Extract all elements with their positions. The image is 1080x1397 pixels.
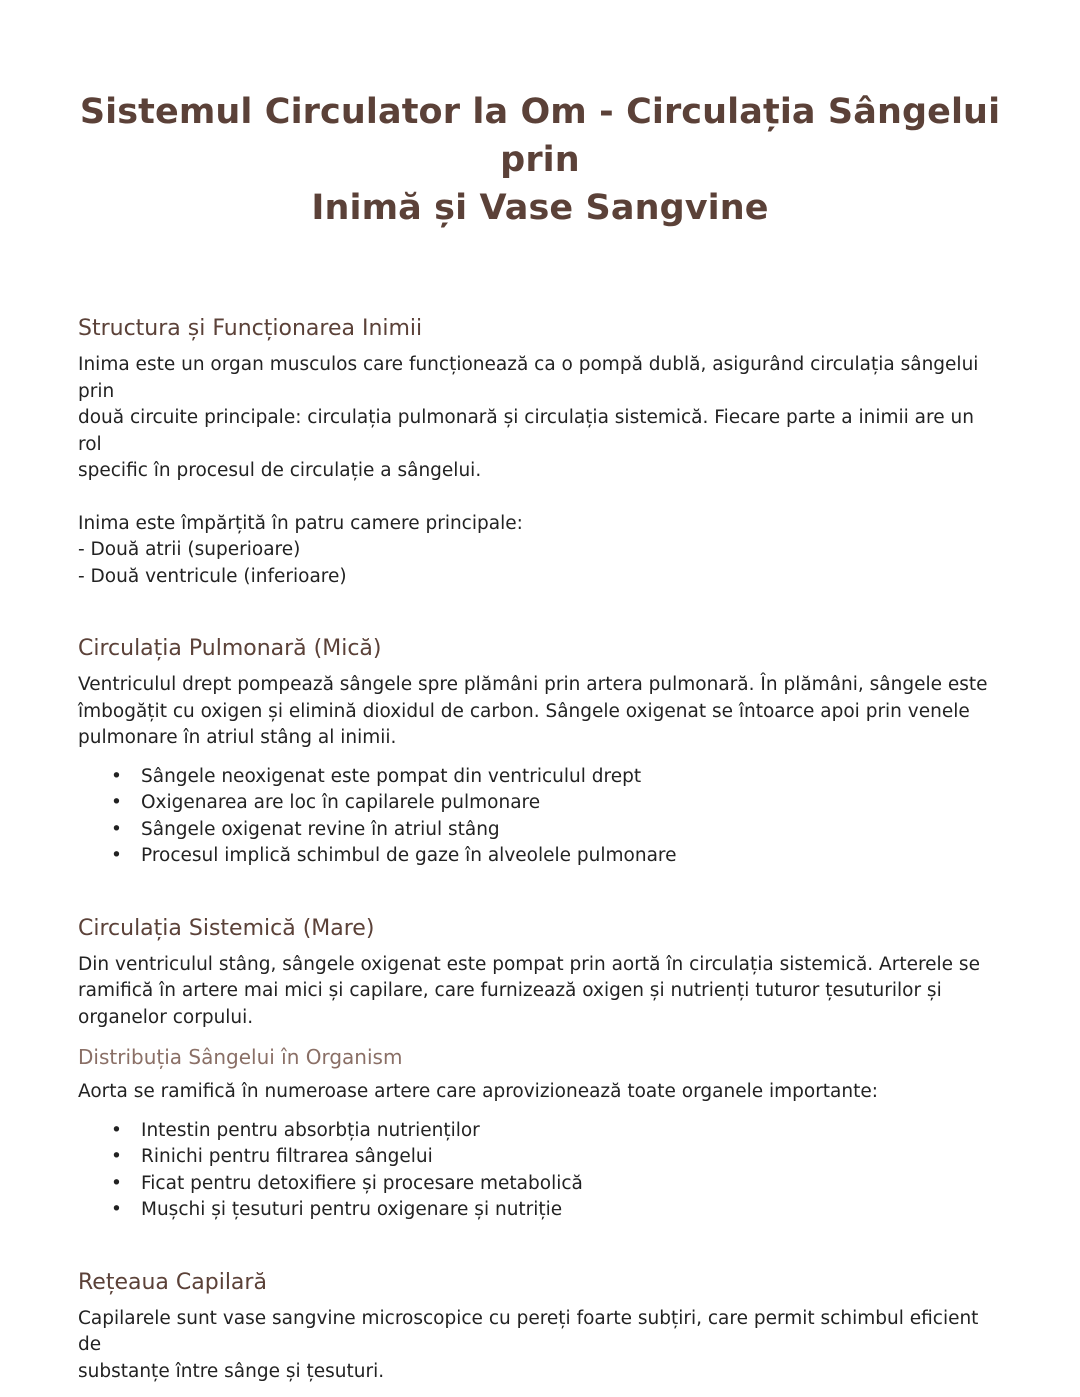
page-title-line-1: Sistemul Circulator la Om - Circulația Sângelui prin xyxy=(79,92,1001,180)
list-item xyxy=(78,817,1002,844)
paragraph-line: ramifică în artere mai mici și capilare, care furnizează oxigen și nutrienți tuturor țesuturilor și xyxy=(78,980,942,1001)
bullet-icon: • xyxy=(111,1146,122,1167)
list-item-text: Sângele neoxigenat este pompat din ventriculul drept xyxy=(141,765,642,787)
bullet-icon: • xyxy=(111,1199,122,1220)
paragraph-line: - Două ventricule (inferioare) xyxy=(78,565,347,587)
section-heart-structure xyxy=(78,314,1002,590)
list-item xyxy=(78,1197,1002,1224)
list-item xyxy=(78,1118,1002,1145)
subsection-heading: Distribuția Sângelui în Organism xyxy=(78,1045,403,1069)
bullet-icon: • xyxy=(111,818,122,840)
list-item-text: Mușchi și țesuturi pentru oxigenare și nutriție xyxy=(141,1199,563,1220)
chambers-paragraph xyxy=(78,511,1002,591)
document-page xyxy=(78,0,1002,1385)
list-item-text: Sângele oxigenat revine în atriul stâng xyxy=(141,818,500,840)
section-paragraph xyxy=(78,352,1002,485)
page-title xyxy=(78,88,1002,232)
paragraph-line: Inima este un organ musculos care funcționează ca o pompă dublă, asigurând circulația sângelui prin xyxy=(78,354,979,402)
section-heading: Structura și Funcționarea Inimii xyxy=(78,316,423,341)
section-paragraph xyxy=(78,672,1002,752)
paragraph-line: Ventriculul drept pompează sângele spre plămâni prin artera pulmonară. În plămâni, sângele este xyxy=(78,674,988,695)
section-heading: Circulația Pulmonară (Mică) xyxy=(78,636,382,661)
section-paragraph xyxy=(78,1306,1002,1386)
section-heading: Rețeaua Capilară xyxy=(78,1269,267,1295)
bullet-icon: • xyxy=(111,1172,122,1194)
bullet-list xyxy=(78,1118,1002,1224)
paragraph-line: două circuite principale: circulația pulmonară și circulația sistemică. Fiecare parte a inimii are un rol xyxy=(78,407,974,455)
list-item xyxy=(78,764,1002,791)
list-item-text: Ficat pentru detoxifiere și procesare metabolică xyxy=(141,1172,583,1194)
list-item-text: Rinichi pentru filtrarea sângelui xyxy=(141,1146,433,1167)
paragraph-line: Inima este împărțită în patru camere principale: xyxy=(78,512,523,534)
bullet-icon: • xyxy=(111,792,122,813)
paragraph-line: organelor corpului. xyxy=(78,1006,254,1028)
section-paragraph xyxy=(78,952,1002,1032)
list-item xyxy=(78,843,1002,870)
bullet-icon: • xyxy=(111,845,122,866)
paragraph-line: îmbogățit cu oxigen și elimină dioxidul de carbon. Sângele oxigenat se întoarce apoi prin venele xyxy=(78,700,970,722)
bullet-list xyxy=(78,764,1002,870)
section-capillary-network xyxy=(78,1268,1002,1386)
paragraph-line: Capilarele sunt vase sangvine microscopice cu pereți foarte subțiri, care permit schimbul eficient de xyxy=(78,1307,979,1355)
section-pulmonary-circulation xyxy=(78,634,1002,870)
paragraph-line: Din ventriculul stâng, sângele oxigenat este pompat prin aortă în circulația sistemică. Arterele se xyxy=(78,953,980,975)
paragraph-line: - Două atrii (superioare) xyxy=(78,539,301,560)
bullet-icon: • xyxy=(111,1119,122,1141)
paragraph-line: specific în procesul de circulație a sângelui. xyxy=(78,460,482,481)
list-item xyxy=(78,1144,1002,1171)
bullet-icon: • xyxy=(111,765,122,787)
list-item-text: Oxigenarea are loc în capilarele pulmonare xyxy=(141,792,541,813)
page-title-line-2: Inimă și Vase Sangvine xyxy=(311,188,769,228)
list-item xyxy=(78,790,1002,817)
list-item-text: Intestin pentru absorbția nutrienților xyxy=(141,1119,480,1141)
paragraph-line: pulmonare în atriul stâng al inimii. xyxy=(78,727,397,748)
section-systemic-circulation xyxy=(78,914,1002,1224)
subsection-paragraph: Aorta se ramifică în numeroase artere care aprovizionează toate organele importante: xyxy=(78,1081,878,1102)
paragraph-line: substanțe între sânge și țesuturi. xyxy=(78,1360,385,1382)
list-item-text: Procesul implică schimbul de gaze în alveolele pulmonare xyxy=(141,845,677,866)
list-item xyxy=(78,1171,1002,1198)
section-heading: Circulația Sistemică (Mare) xyxy=(78,915,375,941)
